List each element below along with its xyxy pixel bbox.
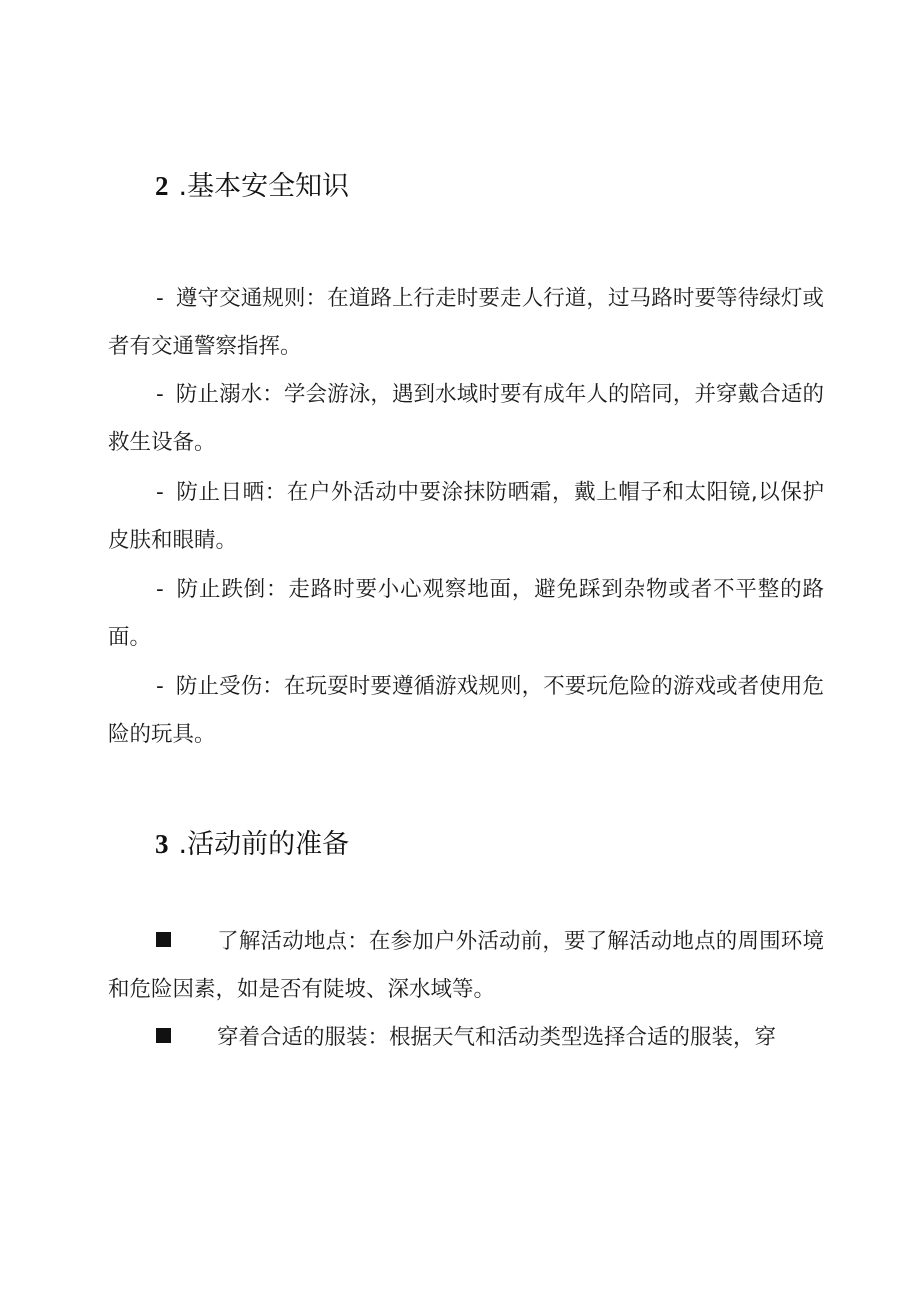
list-item <box>108 469 824 565</box>
item-text: 了解活动地点：在参加户外活动前，要了解活动地点的周围环境和危险因素，如是否有陡坡、深水域等。 <box>108 929 824 1002</box>
list-item <box>108 918 824 1014</box>
dash-marker: - <box>156 577 164 602</box>
list-item <box>108 1014 824 1062</box>
square-bullet-icon <box>156 1028 171 1043</box>
section-3-heading <box>155 826 349 863</box>
dash-marker: - <box>156 480 164 505</box>
list-item <box>108 371 824 467</box>
dash-marker: - <box>156 286 164 311</box>
item-text: 防止溺水：学会游泳，遇到水域时要有成年人的陪同，并穿戴合适的救生设备。 <box>108 382 824 455</box>
item-text: 防止跌倒：走路时要小心观察地面，避免踩到杂物或者不平整的路面。 <box>108 577 824 650</box>
item-text: 穿着合适的服装：根据天气和活动类型选择合适的服装，穿 <box>217 1025 777 1050</box>
dash-marker: - <box>156 382 164 407</box>
section-2-heading <box>155 168 349 205</box>
list-item <box>108 275 824 371</box>
list-item <box>108 566 824 662</box>
section-number: 2 <box>155 171 169 201</box>
item-text: 防止日晒：在户外活动中要涂抹防晒霜，戴上帽子和太阳镜,以保护皮肤和眼睛。 <box>108 480 824 553</box>
dash-marker: - <box>156 674 164 699</box>
item-text: 遵守交通规则：在道路上行走时要走人行道，过马路时要等待绿灯或者有交通警察指挥。 <box>108 286 824 359</box>
section-title: .基本安全知识 <box>178 171 350 202</box>
item-text: 防止受伤：在玩耍时要遵循游戏规则，不要玩危险的游戏或者使用危险的玩具。 <box>108 674 824 747</box>
section-title: .活动前的准备 <box>178 829 350 860</box>
list-item <box>108 663 824 759</box>
square-bullet-icon <box>156 932 171 947</box>
section-number: 3 <box>155 829 169 859</box>
